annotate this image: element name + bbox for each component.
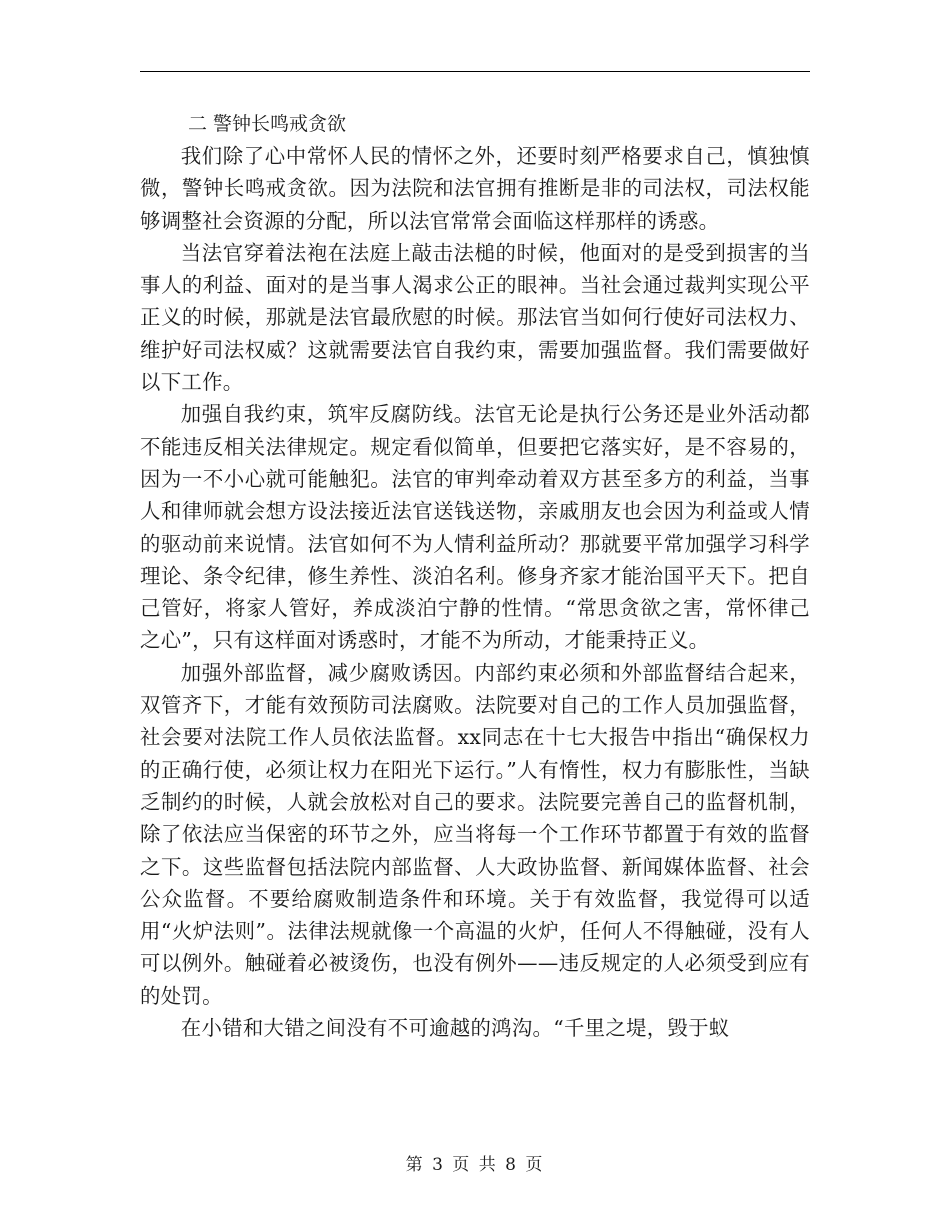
paragraph: 在小错和大错之间没有不可逾越的鸿沟。“千里之堤，毁于蚁: [180, 1016, 730, 1041]
header-rule: [140, 71, 810, 72]
page-footer: 第 3 页 共 8 页: [405, 1155, 545, 1175]
paragraph: 我们除了心中常怀人民的情怀之外，还要时刻严格要求自己，慎独慎微，警钟长鸣戒贪欲。因为法院和法官拥有推断是非的司法权，司法权能够调整社会资源的分配，所以法官常常会面临这样那样的诱惑。: [140, 144, 810, 233]
paragraph: 加强自我约束，筑牢反腐防线。法官无论是执行公务还是业外活动都不能违反相关法律规定。规定看似简单，但要把它落实好，是不容易的，因为一不小心就可能触犯。法官的审判牵动着双方甚至多方的利益，当事人和律师就会想方设法接近法官送钱送物，亲戚朋友也会因为利益或人情的驱动前来说情。法官如何不为人情利益所动？那就要平常加强学习科学理论、条令纪律，修生养性、淡泊名利。修身齐家才能治国平天下。把自己管好，将家人管好，养成淡泊宁静的性情。“常思贪欲之害，常怀律己之心”，只有这样面对诱惑时，才能不为所动，才能秉持正义。: [140, 402, 810, 653]
paragraph: 当法官穿着法袍在法庭上敲击法槌的时候，他面对的是受到损害的当事人的利益、面对的是当事人渴求公正的眼神。当社会通过裁判实现公平正义的时候，那就是法官最欣慰的时候。那法官当如何行使好司法权力、维护好司法权威？这就需要法官自我约束，需要加强监督。我们需要做好以下工作。: [140, 240, 810, 395]
document-body: [140, 108, 810, 1044]
paragraph: 加强外部监督，减少腐败诱因。内部约束必须和外部监督结合起来，双管齐下，才能有效预防司法腐败。法院要对自己的工作人员加强监督，社会要对法院工作人员依法监督。xx同志在十七大报告中指出“确保权力的正确行使，必须让权力在阳光下运行。”人有惰性，权力有膨胀性，当缺乏制约的时候，人就会放松对自己的要求。法院要完善自己的监督机制，除了依法应当保密的环节之外，应当将每一个工作环节都置于有效的监督之下。这些监督包括法院内部监督、人大政协监督、新闻媒体监督、社会公众监督。不要给腐败制造条件和环境。关于有效监督，我觉得可以适用“火炉法则”。法律法规就像一个高温的火炉，任何人不得触碰，没有人可以例外。触碰着必被烫伤，也没有例外——违反规定的人必须受到应有的处罚。: [140, 660, 810, 1008]
section-heading: 二 警钟长鸣戒贪欲: [188, 113, 347, 135]
